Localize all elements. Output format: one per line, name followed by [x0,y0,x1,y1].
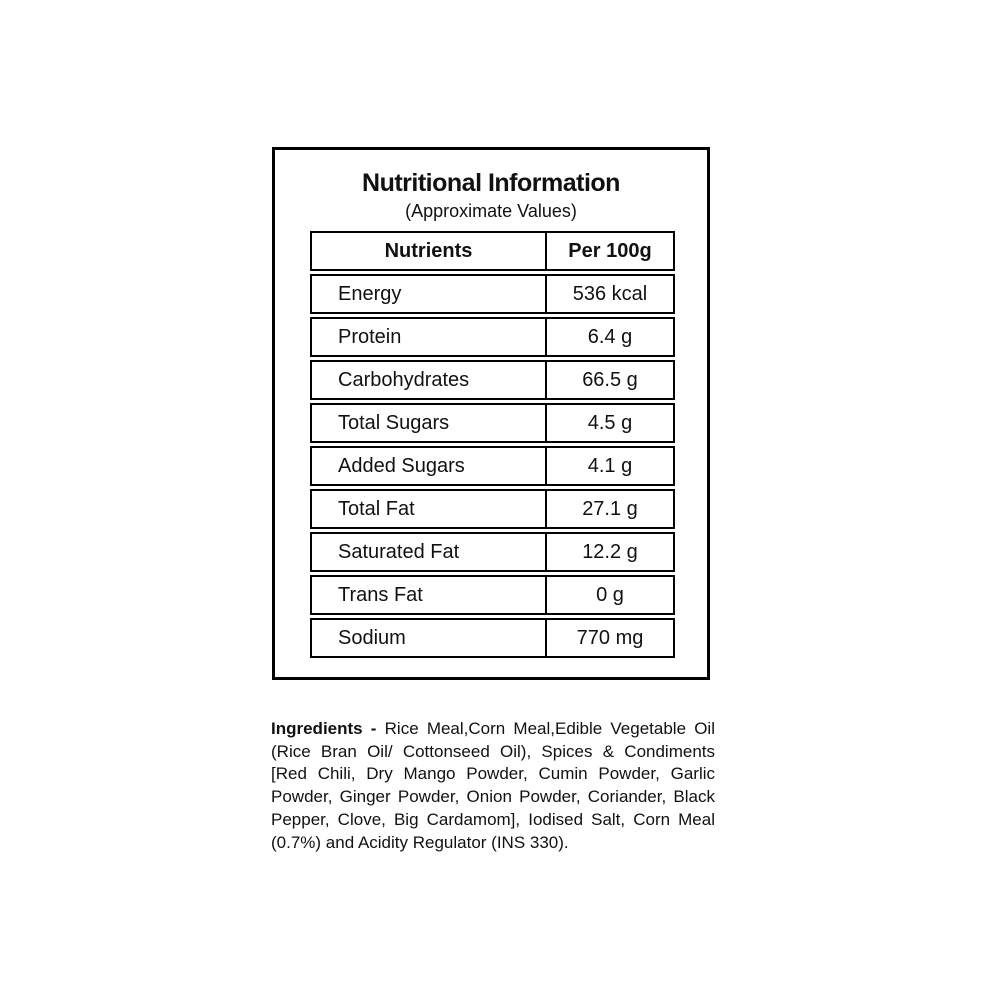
nutrient-value-cell: 27.1 g [582,497,638,520]
ingredients-line: [Red Chili, Dry Mango Powder, Cumin Powder, Garlic [271,764,715,784]
nutrient-name-cell: Total Fat [312,491,547,527]
ingredients-line [271,718,715,741]
nutrient-name-cell: Trans Fat [312,577,547,613]
table-row [310,575,675,615]
ingredients-line: (0.7%) and Acidity Regulator (INS 330). [271,832,569,852]
nutrition-label-box [272,147,710,680]
table-row [310,274,675,314]
nutrition-title: Nutritional Information [362,169,620,197]
nutrient-name-cell: Energy [312,276,547,312]
ingredients-line: Pepper, Clove, Big Cardamom], Iodised Salt, Corn Meal [271,809,715,829]
ingredients-line-text: Rice Meal,Corn Meal,Edible Vegetable Oil [384,719,715,738]
ingredients-line: Powder, Ginger Powder, Onion Powder, Coriander, Black [271,787,715,807]
nutrient-name-cell: Total Sugars [312,405,547,441]
nutrient-value-cell: 4.5 g [587,411,633,434]
nutrient-value-cell: 12.2 g [582,540,638,563]
nutrient-name-cell: Added Sugars [312,448,547,484]
table-header-row [310,231,675,271]
nutrient-value-cell: 6.4 g [587,325,633,348]
nutrient-name-cell: Carbohydrates [312,362,547,398]
table-row [310,446,675,486]
table-row [310,532,675,572]
nutrient-value-cell: 536 kcal [572,282,648,305]
ingredients-line: (Rice Bran Oil/ Cottonseed Oil), Spices & Condiments [271,741,715,761]
nutrient-value-cell: 770 mg [576,626,644,649]
nutrient-value-cell: 66.5 g [582,368,638,391]
nutrient-value-cell: 0 g [596,583,624,606]
table-row [310,317,675,357]
table-row [310,489,675,529]
nutrition-table [310,231,675,658]
ingredients-heading: Ingredients - [271,719,377,738]
nutrient-name-cell: Protein [312,319,547,355]
nutrition-subtitle: (Approximate Values) [405,201,577,221]
header-per-100g: Per 100g [568,239,652,262]
nutrient-name-cell: Saturated Fat [312,534,547,570]
nutrient-value-cell: 4.1 g [587,454,633,477]
header-nutrients: Nutrients [312,233,547,269]
nutrient-name-cell: Sodium [312,620,547,656]
table-row [310,360,675,400]
table-row [310,403,675,443]
table-row [310,618,675,658]
ingredients-paragraph [271,718,715,854]
